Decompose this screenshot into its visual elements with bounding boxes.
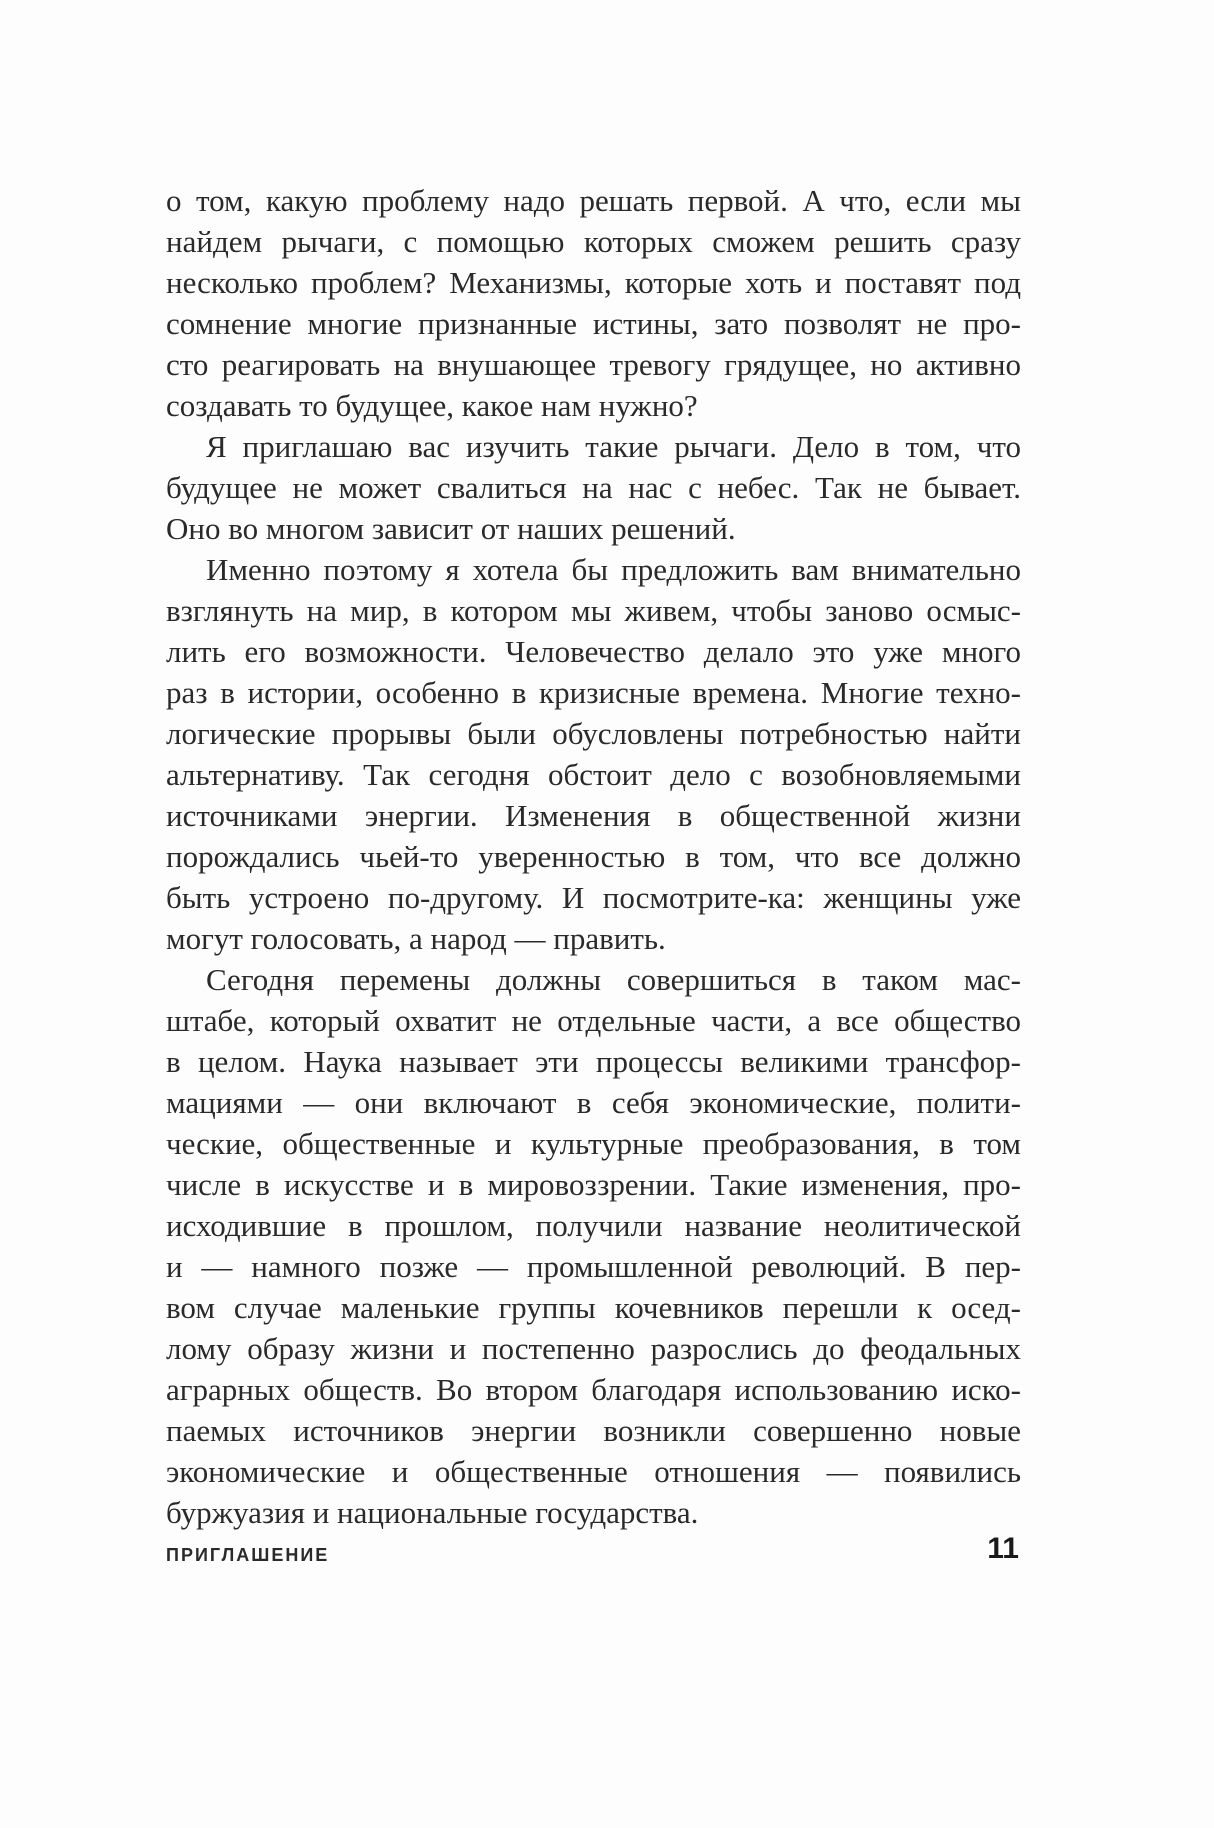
text-line: штабе, который охватит не отдельные части, а все общество [166,1003,1021,1038]
text-line: Оно во многом зависит от наших решений. [166,511,736,546]
text-line: аграрных обществ. Во втором благодаря использованию иско- [166,1372,1021,1407]
text-line: быть устроено по-другому. И посмотрите-ка: женщины уже [166,880,1021,915]
text-line: порождались чьей-то уверенностью в том, что все должно [166,839,1021,874]
text-line: в целом. Наука называет эти процессы великими трансфор- [166,1044,1021,1079]
text-line: Я приглашаю вас изучить такие рычаги. Дело в том, что [206,429,1021,464]
text-line: мациями — они включают в себя экономические, полити- [166,1085,1021,1120]
body-text [166,180,1021,1533]
text-line: и — намного позже — промышленной революций. В пер- [166,1249,1021,1284]
text-line: экономические и общественные отношения — появились [166,1454,1021,1489]
text-line: исходившие в прошлом, получили название неолитической [166,1208,1021,1243]
text-line: Именно поэтому я хотела бы предложить вам внимательно [206,552,1021,587]
text-line: паемых источников энергии возникли совершенно новые [166,1413,1021,1448]
text-line: буржуазия и национальные государства. [166,1495,699,1530]
text-line: сомнение многие признанные истины, зато позволят не про- [166,306,1021,341]
text-line: найдем рычаги, с помощью которых сможем решить сразу [166,224,1021,259]
text-line: создавать то будущее, какое нам нужно? [166,388,698,423]
text-line: раз в истории, особенно в кризисные времена. Многие техно- [166,675,1021,710]
text-line: взглянуть на мир, в котором мы живем, чтобы заново осмыс- [166,593,1021,628]
text-line: лить его возможности. Человечество делало это уже много [166,634,1021,669]
text-line: источниками энергии. Изменения в общественной жизни [166,798,1021,833]
text-line: несколько проблем? Механизмы, которые хоть и поставят под [166,265,1021,300]
text-line: могут голосовать, а народ — править. [166,921,666,956]
text-line: будущее не может свалиться на нас с небес. Так не бывает. [166,470,1021,505]
page-number: 11 [987,1532,1019,1565]
text-line: Сегодня перемены должны совершиться в таком мас- [206,962,1021,997]
text-line: логические прорывы были обусловлены потребностью найти [166,716,1021,751]
text-line: лому образу жизни и постепенно разрослись до феодальных [166,1331,1021,1366]
text-line: сто реагировать на внушающее тревогу грядущее, но активно [166,347,1021,382]
text-line: альтернативу. Так сегодня обстоит дело с возобновляемыми [166,757,1021,792]
running-footer-section: ПРИГЛАШЕНИЕ [166,1545,330,1565]
text-line: числе в искусстве и в мировоззрении. Такие изменения, про- [166,1167,1021,1202]
text-line: о том, какую проблему надо решать первой. А что, если мы [166,183,1021,218]
text-line: вом случае маленькие группы кочевников перешли к осед- [166,1290,1021,1325]
text-line: ческие, общественные и культурные преобразования, в том [166,1126,1021,1161]
